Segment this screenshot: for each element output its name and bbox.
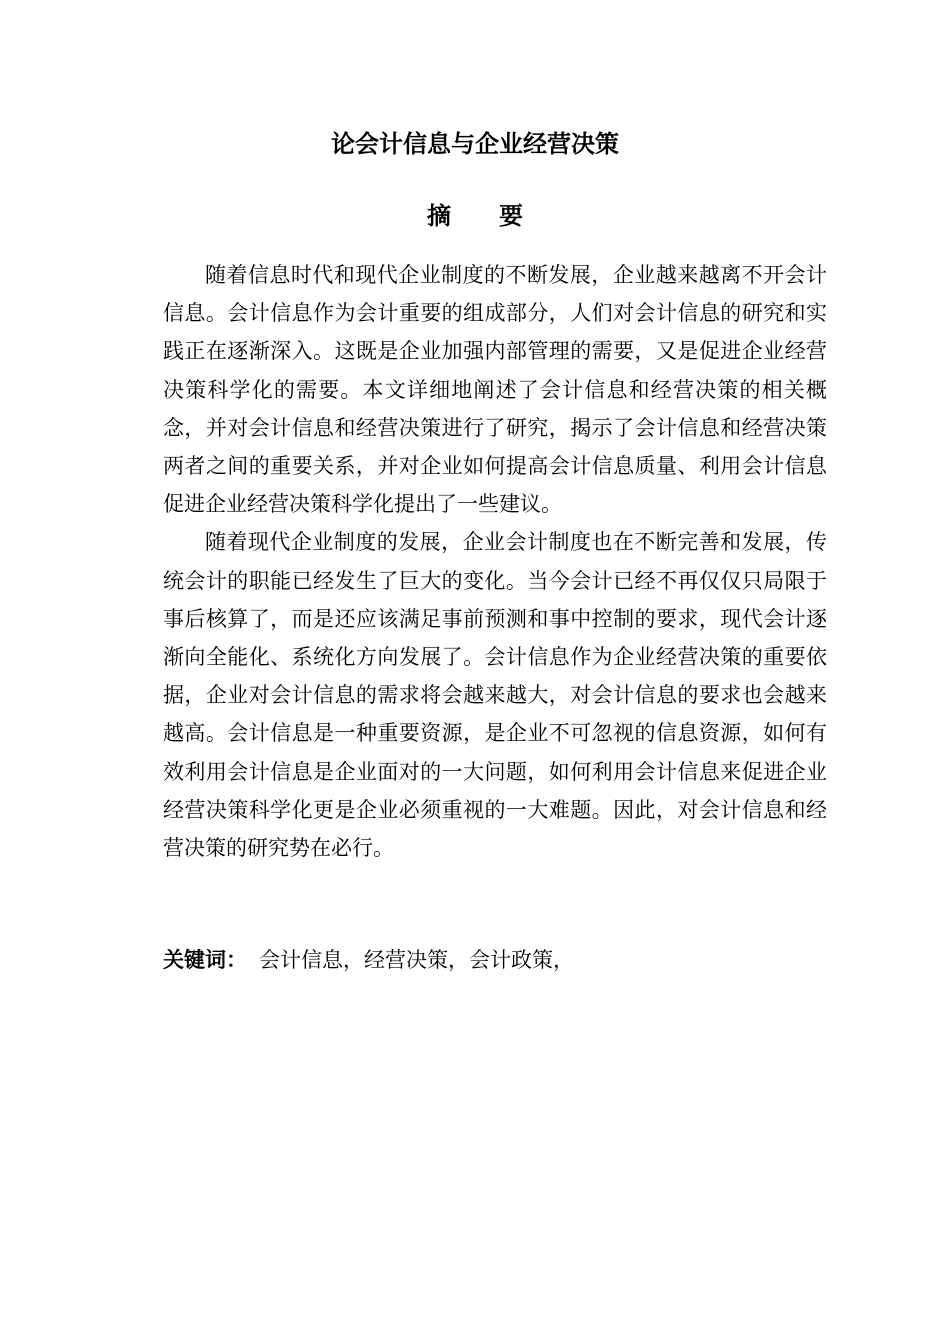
document-title: 论会计信息与企业经营决策 (331, 130, 619, 158)
keywords-label: 关键词： (163, 948, 247, 972)
abstract-paragraph-2: 随着现代企业制度的发展，企业会计制度也在不断完善和发展，传统会计的职能已经发生了巨大的变化。当今会计已经不再仅仅只局限于事后核算了，而是还应该满足事前预测和事中控制的要求，现代会计逐渐向全能化、系统化方向发展了。会计信息作为企业经营决策的重要依据，企业对会计信息的需求将会越来越大，对会计信息的要求也会越来越高。会计信息是一种重要资源，是企业不可忽视的信息资源，如何有效利用会计信息是企业面对的一大问题，如何利用会计信息来促进企业经营决策科学化更是企业必须重视的一大难题。因此，对会计信息和经营决策的研究势在必行。 (163, 530, 827, 861)
abstract-heading-part1: 摘 (427, 202, 451, 230)
keywords-value: 会计信息，经营决策，会计政策， (259, 948, 574, 972)
abstract-heading (0, 199, 950, 233)
abstract-body (163, 256, 827, 867)
abstract-heading-part2: 要 (499, 202, 523, 230)
abstract-paragraph-1: 随着信息时代和现代企业制度的不断发展，企业越来越离不开会计信息。会计信息作为会计重要的组成部分，人们对会计信息的研究和实践正在逐渐深入。这既是企业加强内部管理的需要，又是促进企业经营决策科学化的需要。本文详细地阐述了会计信息和经营决策的相关概念，并对会计信息和经营决策进行了研究，揭示了会计信息和经营决策两者之间的重要关系，并对企业如何提高会计信息质量、利用会计信息促进企业经营决策科学化提出了一些建议。 (163, 263, 827, 517)
keywords-line (163, 941, 574, 979)
